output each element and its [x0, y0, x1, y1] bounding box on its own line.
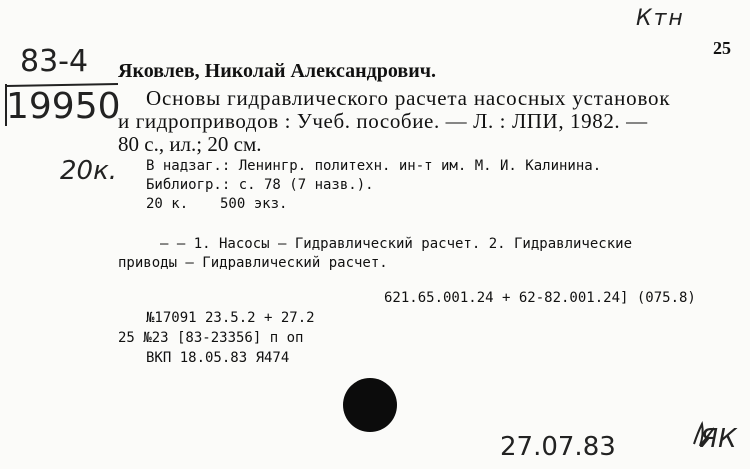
punch-hole — [343, 378, 397, 432]
title-line-2: и гидроприводов : Учеб. пособие. — Л. : ЛПИ, 1982. — — [118, 109, 648, 133]
copies: 500 экз. — [220, 196, 288, 212]
call-number: 83-4 — [20, 44, 89, 79]
note-line-2: Библиогр.: с. 78 (7 назв.). — [146, 177, 374, 193]
page-number: 25 — [713, 38, 731, 58]
record-line-3: ВКП 18.05.83 Я474 — [146, 350, 290, 366]
inventory-number: 19950 — [6, 86, 121, 127]
note-line-1: В надзаг.: Ленингр. политехн. ин-т им. М. И. Калинина. — [146, 158, 602, 174]
handwritten-initials: ЯК — [700, 424, 737, 454]
handwritten-price-mark: 20к. — [60, 156, 118, 186]
price: 20 к. — [146, 196, 189, 212]
author: Яковлев, Николай Александрович. — [118, 60, 437, 82]
subjects-line-1: — — 1. Насосы — Гидравлический расчет. 2. Гидравлические — [160, 236, 633, 252]
classification-index: 621.65.001.24 + 62-82.001.24] (075.8) — [384, 290, 696, 306]
handwritten-top-mark: Ктн — [636, 6, 685, 31]
title-line-1: Основы гидравлического расчета насосных установок — [146, 86, 671, 110]
title-line-3: 80 с., ил.; 20 см. — [118, 132, 262, 156]
handwritten-date: 27.07.83 — [500, 432, 616, 462]
record-line-2: 25 №23 [83-23356] п оп — [118, 330, 304, 346]
record-line-1: №17091 23.5.2 + 27.2 — [146, 310, 315, 326]
subjects-line-2: приводы — Гидравлический расчет. — [118, 255, 388, 271]
